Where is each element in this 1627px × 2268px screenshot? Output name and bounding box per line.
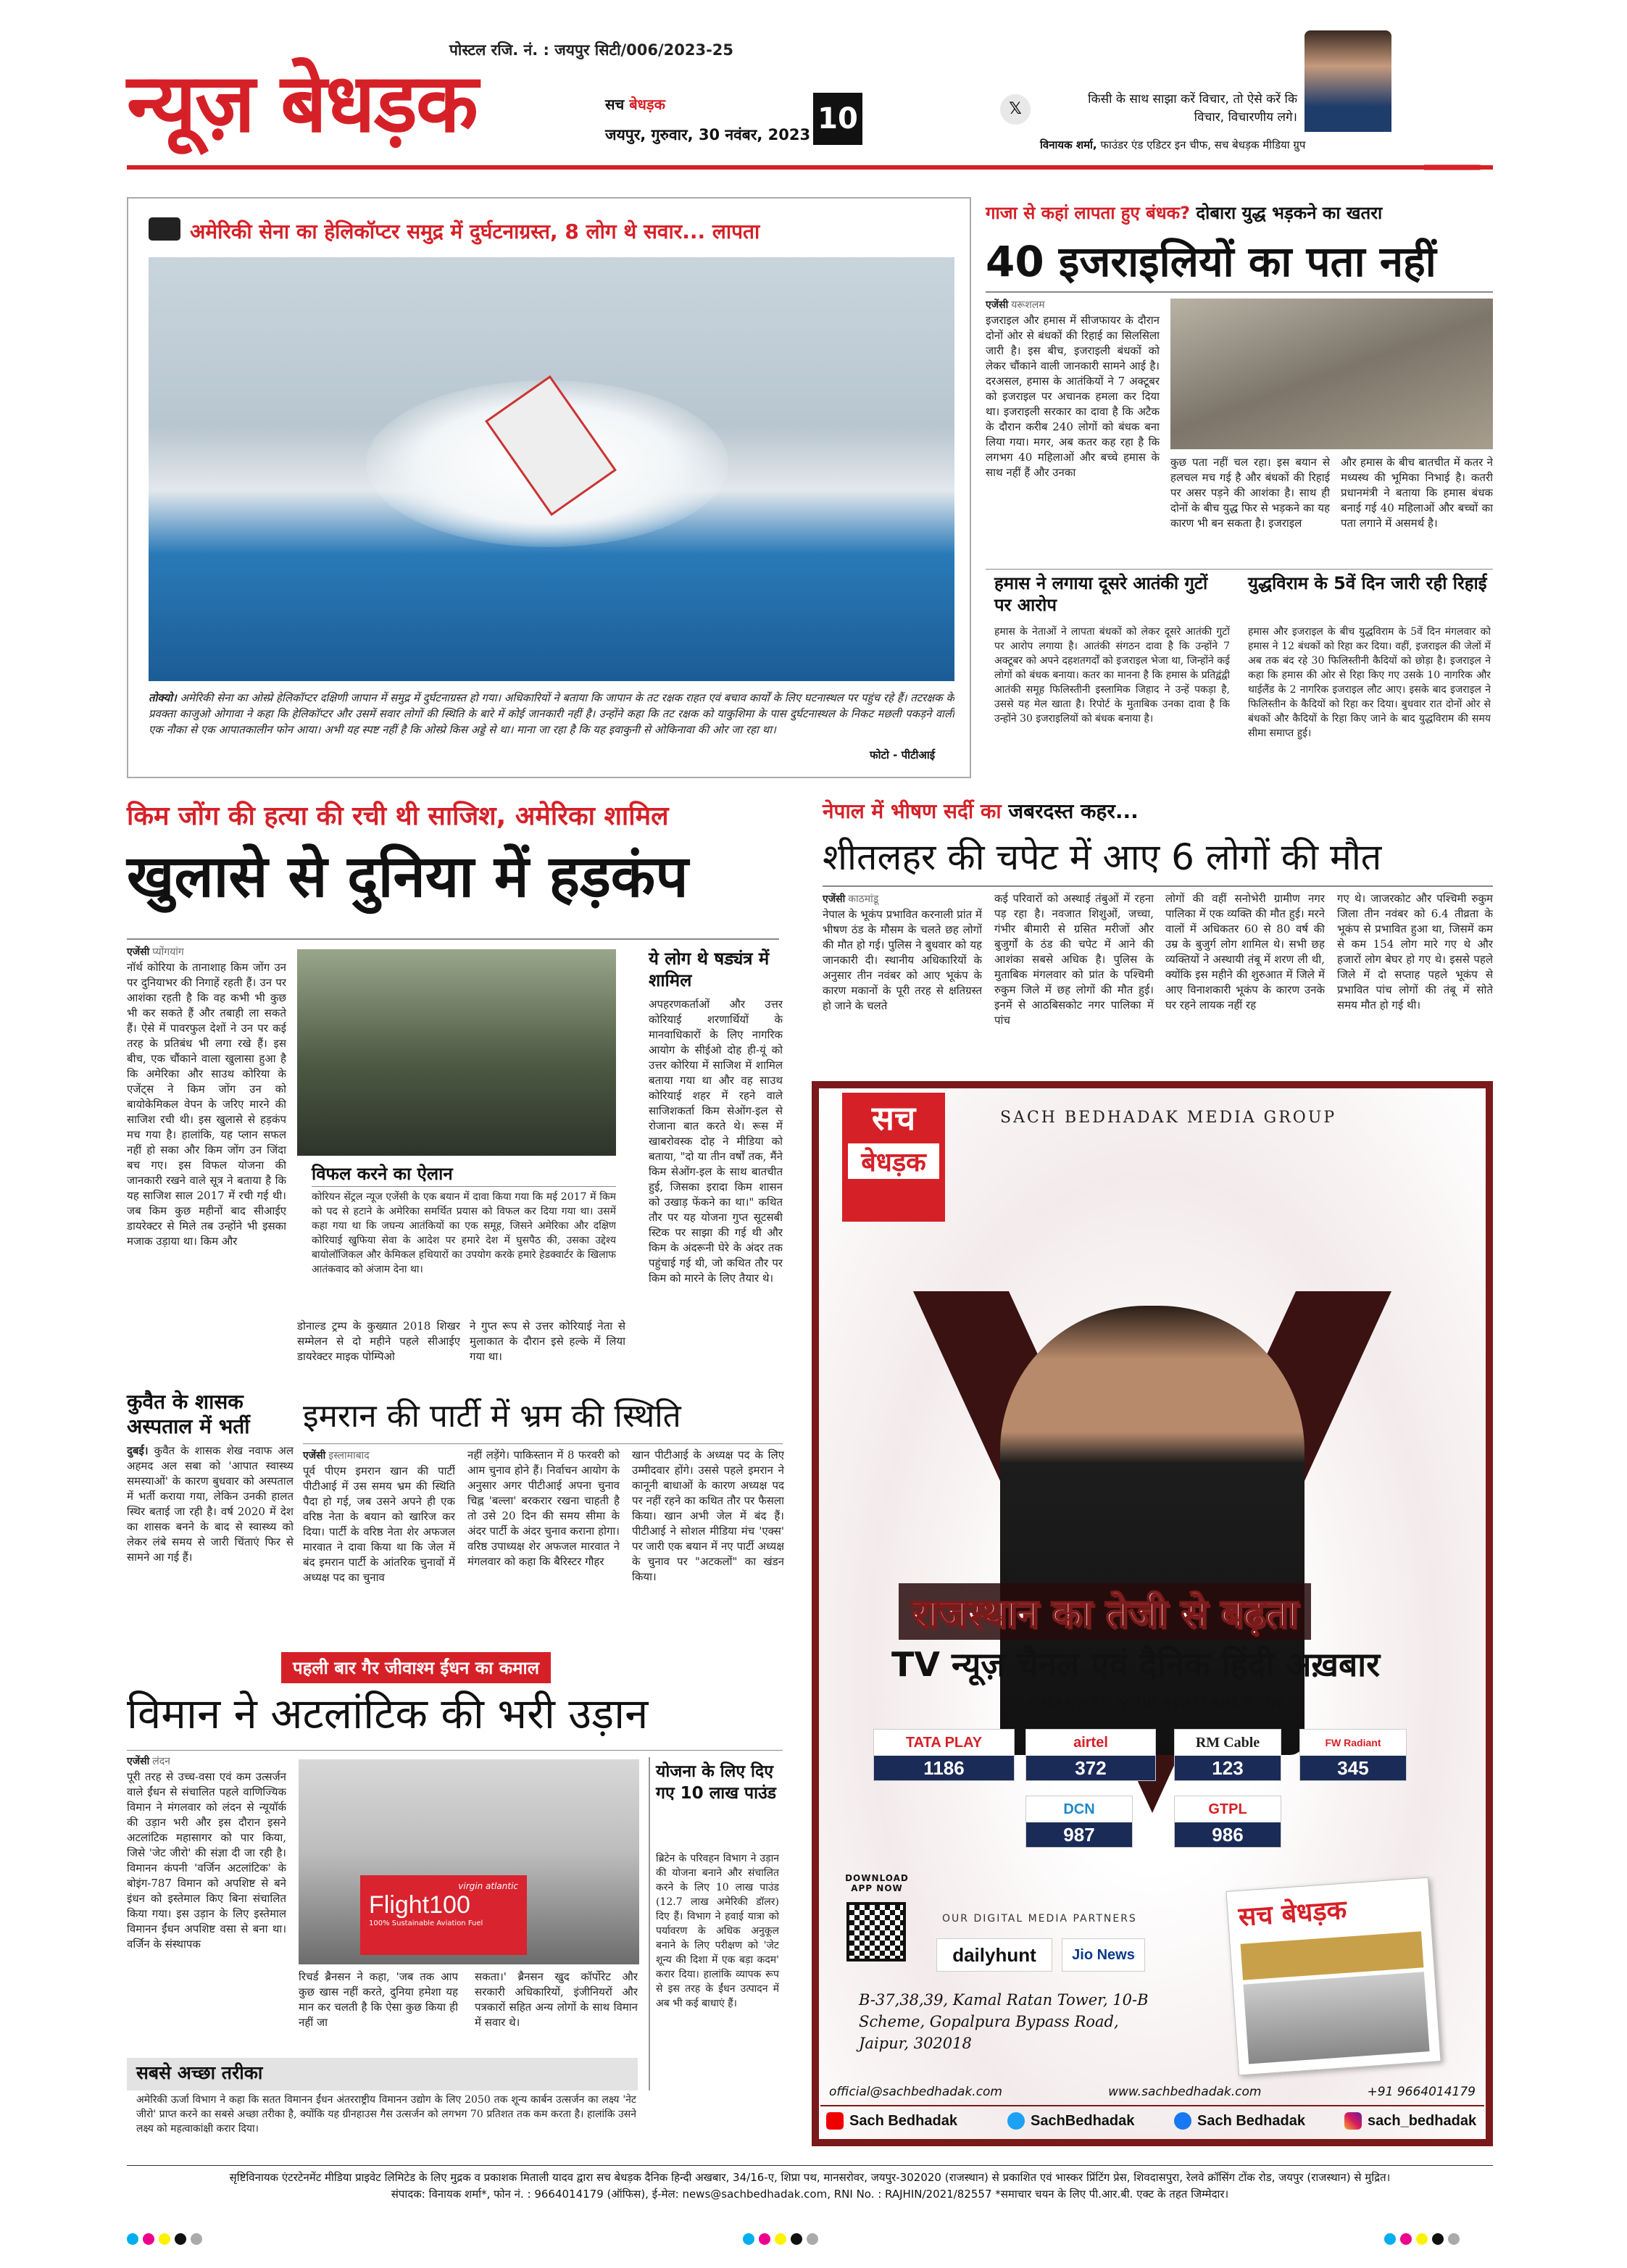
ad-address: B-37,38,39, Kamal Ratan Tower, 10-B Scheme, Gopalpura Bypass Road, Jaipur, 302018 <box>859 1991 1149 2052</box>
kuwait-body <box>127 1443 294 1646</box>
instagram-label: sach_bedhadak <box>1368 2112 1477 2129</box>
kim-kicker: किम जोंग की हत्या की रची थी साजिश, अमेरिका शामिल <box>127 801 669 831</box>
kim-side-body: अपहरणकर्ताओं और उत्तर कोरियाई शरणार्थियों के मानवाधिकारों के लिए नागरिक आयोग के सीईओ दोह ही-यूं को उत्तर कोरिया में साजिश में शामिल बताया गया था और वह साउथ कोरियाई शहर में रहने वाले साजिशकर्ता किम सेओंग-इल से रोजाना बात करते थे। रूस में खाबरोवस्क दोह ने मीडिया को बताया, "दो या तीन वर्षों तक, मैंने किम सेओंग-इल के साथ बातचीत हुई, जिसका इरादा किम शासन को उखाड़ फेंकने का था।" कथित तौर पर यह योजना गुप्त सूटसबी स्टिक पर साझा की गई थी और किम के अंदरूनी घेरे के अंदर तक पहुंचाई गई थी, जो कथित तौर पर किम को मारने के लिए तैयार थे। <box>649 998 783 1285</box>
twitter-link[interactable] <box>1007 2112 1134 2130</box>
best-head: सबसे अच्छा तरीका <box>136 2062 263 2083</box>
flight-agency: एजेंसी <box>127 1756 150 1767</box>
heli-caption <box>149 690 954 762</box>
kim-agency: एजेंसी <box>127 946 150 958</box>
gaza-byline <box>986 297 1049 312</box>
instagram-icon <box>1344 2112 1362 2130</box>
footer-line1: सृष्टिविनायक एंटरटेनमेंट मीडिया प्राइवेट लिमिटेड के लिए मुद्रक व प्रकाशक मिताली यादव द्वारा सच बेधड़क दैनिक हिन्दी अखबार, 34/16-ए, शिप्रा पथ, मानसरोवर, जयपुर-302020 (राजस्थान) से प्रकाशित एवं भास्कर प्रिंटिंग प्रेस, शिवदासपुरा, रेलवे क्रॉसिंग टोंक रोड, जयपुर (राजस्थान) से मुद्रित। <box>229 2171 1391 2184</box>
nepal-headline: शीतलहर की चपेट में आए 6 लोगों की मौत <box>823 836 1382 878</box>
postal-line: पोस्टल रजि. नं. : जयपुर सिटी/006/2023-25 <box>449 41 734 59</box>
channel-rm <box>1174 1729 1281 1781</box>
nepal-kicker-black: जबरदस्त कहर... <box>1008 799 1139 823</box>
channel-gtpl-name: GTPL <box>1208 1801 1247 1817</box>
reg-marks-right <box>1384 2233 1464 2248</box>
sign-sub: 100% Sustainable Aviation Fuel <box>369 1919 483 1927</box>
editor-credit <box>1040 138 1305 152</box>
gaza-col1: इजराइल और हमास में सीजफायर के दौरान दोनों ओर से बंधकों की रिहाई का सिलसिला जारी है। इस बीच, इजराइली बंधकों को लेकर चौंकाने वाली जानकारी सामने आई है। दरअसल, हमास के आतंकियों ने 7 अक्टूबर को इजराइल पर अचानक हमला कर दिया था। इजराइली सरकार का दावा है कि अटैक के दौरान करीब 240 लोगों को बंधक बना लिया गया। मगर, अब कतर कह रहा है कि लगभग 40 महिलाओं और बच्चे हमास के साथ नहीं हैं और उनका <box>986 314 1160 479</box>
kim-fail-body: कोरियन सेंट्रल न्यूज एजेंसी के एक बयान में दावा किया गया कि मई 2017 में किम को पद से हटाने के अमेरिका समर्थित प्रयास को विफल कर दिया गया था। उसमें कहा गया था कि जघन्य आतंकियों का एक समूह, जिसने अमेरिका और दक्षिण कोरियाई खुफिया सेवा के आदेश पर हमारे देश में घुसपैठ की, उसका उद्देश्य बायोलॉजिकल और केमिकल हथियारों का उपयोग करके हमारे हेडक्वार्टर के खिलाफ आतंकवाद को अंजाम देना था। <box>312 1191 616 1275</box>
gaza-sub2-body: हमास और इजराइल के बीच युद्धविराम के 5वें दिन मंगलवार को हमास ने 12 बंधकों को रिहा कर दिया। वहीं, इजराइल की जेलों में अब तक बंद रहे 30 फिलिस्तीनी कैदियों को छोड़ा है। इजराइल ने कहा कि हमास की ओर से रिहा किए गए उसके 10 नागरिक और थाईलैंड के 2 नागरिक इजराइल लौट आए। इसके बाद इजराइल ने फिलिस्तीन के कैदियों को रिहा कर दिया। बुधवार रात दोनों ओर से बंधकों और कैदियों के रिहा किए जाने के बाद युद्धविराम की समय सीमा समाप्त हुई। <box>1248 626 1491 739</box>
nepal-col2: कई परिवारों को अस्थाई तंबुओं में रहना पड़ रहा है। नवजात शिशुओं, जच्चा, गंभीर बीमारी से ग्रसित मरीजों और बुजुर्गों के ठंड की चपेट में आने की आशंका सबसे अधिक है। पुलिस के मुताबिक मंगलवार को प्रांत के पश्चिमी रुकुम जिले में छह लोगों की मौत हुई। इनमें से आठबिसकोट नगर पालिका में पांच <box>994 892 1154 1027</box>
channel-tata <box>873 1729 1015 1781</box>
footer-line2: संपादक: विनायक शर्मा*, फोन नं. : 9664014179 (ऑफिस), ई-मेल: news@sachbedhadak.com, RNI No. : RAJHIN/2021/82557 *समाचार चयन के लिए पी.आर.बी. एक्ट के तहत जिम्मेदार। <box>391 2188 1229 2201</box>
reg-marks-left <box>127 2233 207 2248</box>
best-body: अमेरिकी ऊर्जा विभाग ने कहा कि सतत विमानन ईंधन अंतरराष्ट्रीय विमानन उद्योग के लिए 2050 तक शून्य कार्बन उत्सर्जन का लक्ष्य 'नेट जीरो' प्राप्त करने का सबसे अच्छा तरीका है, क्योंकि यह ग्रीनहाउस गैस उत्सर्जन को लगभग 70 प्रतिशत तक कम करता है। हालांकि उसने लक्ष्य को महत्वाकांक्षी करार दिया। <box>136 2094 636 2135</box>
kim-byline <box>127 944 188 959</box>
tag-sach: सच <box>605 96 625 113</box>
imran-headline: इमरान की पार्टी में भ्रम की स्थिति <box>303 1398 681 1435</box>
camera-icon <box>149 217 180 241</box>
ad-group: SACH BEDHADAK MEDIA GROUP <box>1000 1109 1337 1127</box>
ad-contact-bar <box>820 2080 1484 2104</box>
nepal-agency: एजेंसी <box>823 893 846 905</box>
kim-bottom2: ने गुप्त रूप से उत्तर कोरियाई नेता से मुलाकात के दौरान इसे हल्के में लिया गया था। <box>470 1319 625 1363</box>
partner-dailyhunt: dailyhunt <box>936 1938 1052 1972</box>
channel-radiant <box>1299 1729 1407 1781</box>
tag-bedhadak: बेधड़क <box>629 96 665 113</box>
channel-rm-name: RM Cable <box>1195 1734 1260 1751</box>
ad-email: official@sachbedhadak.com <box>829 2085 1002 2099</box>
gaza-rule2 <box>986 569 1493 570</box>
flight-byline <box>127 1754 175 1768</box>
ad-available: CHANNEL NOW AVAILABLE ON <box>1029 1696 1284 1711</box>
sign-brand: virgin atlantic <box>458 1881 518 1891</box>
kim-side-head: ये लोग थे षड्यंत्र में शामिल <box>649 949 770 991</box>
imran-agency: एजेंसी <box>303 1450 326 1462</box>
gaza-headline: 40 इजराइलियों का पता नहीं <box>986 237 1436 286</box>
kuwait-lead: दुबई। <box>127 1444 149 1457</box>
channel-dcn <box>1025 1796 1133 1848</box>
channel-radiant-num: 345 <box>1300 1756 1406 1780</box>
nepal-place: काठमांडू <box>848 893 879 905</box>
imran-col2: नहीं लड़ेंगे। पाकिस्तान में 8 फरवरी को आम चुनाव होने हैं। निर्वाचन आयोग के अनुसार अगर पीटीआई अपना चुनाव चिह्न 'बल्ला' बरकरार रखना चाहती है तो उसे 20 दिन की समय सीमा के अंदर पार्टी के अंदर चुनाव कराना होगा। वरिष्ठ उपाध्यक्ष शेर अफजल मारवात ने मंगलवार को कहा कि बैरिस्टर गौहर <box>467 1448 620 1568</box>
facebook-icon <box>1174 2112 1191 2130</box>
kim-headline: खुलासे से दुनिया में हड़कंप <box>127 843 688 910</box>
gaza-rule <box>986 291 1493 293</box>
paper-mockup <box>1226 1877 1441 2076</box>
flight-side-head: योजना के लिए दिए गए 10 लाख पाउंड <box>656 1762 776 1803</box>
gaza-sub1: हमास ने लगाया दूसरे आतंकी गुटों पर आरोप <box>994 573 1208 615</box>
ad-tagline: राजस्थान का तेजी से बढ़ता <box>899 1583 1311 1640</box>
ad-web: www.sachbedhadak.com <box>1108 2085 1262 2099</box>
gaza-sub1-body: हमास के नेताओं ने लापता बंधकों को लेकर दूसरे आतंकी गुटों पर आरोप लगाया है। आतंकी संगठन दावा है कि उन्होंने 7 अक्टूबर को अपने दहशतगर्दों को इजराइल भेजा था, जिन्होंने कई लोगों को बंधक बनाया। कतर का मानना है कि हमास के प्रतिद्वंद्वी आतंकी समूह फिलिस्तीनी इस्लामिक जिहाद ने उन्हें पकड़ा है, उससे यह मेल खाता है। रिपोर्ट के मुताबिक उनका दावा है कि उन्होंने 30 इजराइलियों को बंधक बनाया है। <box>994 626 1230 725</box>
channel-dcn-num: 987 <box>1026 1822 1132 1847</box>
gaza-agency: एजेंसी <box>986 299 1009 311</box>
facebook-label: Sach Bedhadak <box>1197 2112 1305 2129</box>
channel-gtpl-num: 986 <box>1175 1822 1281 1847</box>
twitter-label: SachBedhadak <box>1031 2112 1135 2129</box>
editor-name: विनायक शर्मा, <box>1040 138 1097 151</box>
kim-photo <box>297 949 616 1156</box>
pen-icon <box>1424 161 1493 174</box>
ad-person <box>1000 1306 1304 1755</box>
sign-flight: Flight100 <box>369 1891 470 1919</box>
flight-place: लंदन <box>152 1756 170 1767</box>
gaza-kicker-black: दोबारा युद्ध भड़कने का खतरा <box>1196 203 1383 223</box>
kim-bottom1: डोनाल्ड ट्रम्प के कुख्यात 2018 शिखर सम्मेलन से दो महीने पहले सीआईए डायरेक्टर माइक पोम्पिओ <box>297 1319 460 1363</box>
channel-gtpl <box>1174 1796 1281 1848</box>
ad-phone: +91 9664014179 <box>1367 2085 1476 2099</box>
nepal-col4: गए थे। जाजरकोट और पश्चिमी रुकुम जिला तीन नवंबर को 6.4 तीव्रता के भूकंप से प्रभावित हुआ था, जिसमें कम से कम 154 लोग मारे गए थे और हजारों लोग बेघर हो गए थे। इससे पहले जिले में दो सप्ताह पहले भूकंप से प्रभावित पांच लोगों की तंबू में सोते समय मौत हो गई थी। <box>1337 892 1493 1012</box>
editor-quote: किसी के साथ साझा करें विचार, तो ऐसे करें कि विचार, विचारणीय लगे। <box>1088 92 1297 125</box>
channel-airtel-name: airtel <box>1073 1734 1108 1751</box>
gaza-photo <box>1170 299 1493 449</box>
gaza-kicker <box>986 201 1382 225</box>
channel-tata-name: TATA PLAY <box>905 1734 983 1751</box>
ad-logo-sach: सच <box>871 1098 916 1138</box>
editor-photo <box>1304 30 1391 132</box>
imran-place: इस्लामाबाद <box>328 1450 370 1462</box>
gaza-col2: कुछ पता नहीं चल रहा। इस बयान से हलचल मच गई है और बंधकों की रिहाई पर असर पड़ने की आशंका है। साथ ही दोनों के बीच युद्ध फिर से भड़कने का यह कारण भी बन सकता है। इजराइल <box>1170 456 1330 530</box>
editor-role: फाउंडर एंड एडिटर इन चीफ, सच बेधड़क मीडिया ग्रुप <box>1100 138 1306 151</box>
youtube-icon <box>826 2112 844 2130</box>
ad-logo-bedhadak: बेधड़क <box>848 1143 939 1179</box>
ad-tagline2: TV न्यूज़ चैनल एवं दैनिक हिंदी अख़बार <box>891 1645 1381 1684</box>
heli-headline: अमेरिकी सेना का हेलिकॉप्टर समुद्र में दुर्घटनाग्रस्त, 8 लोग थे सवार... लापता <box>190 220 760 243</box>
virgin-sign <box>360 1875 527 1955</box>
youtube-label: Sach Bedhadak <box>849 2112 957 2129</box>
heli-photo <box>149 257 954 681</box>
nepal-byline <box>823 891 883 906</box>
masthead: न्यूज़ बेधड़क <box>127 57 477 151</box>
nepal-col1: नेपाल के भूकंप प्रभावित करनाली प्रांत में भीषण ठंड के मौसम के चलते छह लोगों की मौत हो गई। पुलिस ने बुधवार को यह जानकारी दी। स्थानीय अधिकारियों के अनुसार तीन नवंबर को आए भूकंप के कारण मकानों के पूरी तरह से क्षतिग्रस्त हो जाने के चलते <box>823 908 982 1012</box>
nepal-kicker <box>823 797 1139 825</box>
footer-rule <box>127 2165 1493 2166</box>
kim-fail-rule <box>312 1186 616 1187</box>
nepal-rule <box>823 885 1493 887</box>
page-number: 10 <box>813 93 862 145</box>
x-icon: 𝕏 <box>1000 94 1031 125</box>
dateline: जयपुर, गुरुवार, 30 नवंबर, 2023 <box>605 126 811 143</box>
kim-rule <box>127 938 779 940</box>
reg-marks-center <box>743 2233 823 2248</box>
flight-col1: पूरी तरह से उच्च-वसा एवं कम उत्सर्जन वाले ईंधन से संचालित पहले वाणिज्यिक विमान ने मंगलवार को लंदन से न्यूयॉर्क की उड़ान भरी और इस दौरान इसने अटलांटिक महासागर को पार किया, जिसे 'जेट जीरो' की संज्ञा दी जा रही है। विमानन कंपनी 'वर्जिन अटलांटिक' के बोइंग-787 विमान को अपशिष्ट से बने इंधन को इस्तेमाल किए बिना संचालित किया गया। इस उड़ान के लिए इस्तेमाल विमानन ईंधन अपशिष्ट वसा से बना था। वर्जिन के संस्थापक <box>127 1770 286 1951</box>
partner-jionews: Jio News <box>1062 1938 1145 1972</box>
header-rule <box>127 165 1493 170</box>
kuwait-headline: कुवैत के शासक अस्पताल में भर्ती <box>127 1390 250 1438</box>
channel-radiant-name: FW Radiant <box>1325 1737 1381 1748</box>
kim-col1: नॉर्थ कोरिया के तानाशाह किम जोंग उन पर दुनियाभर की निगाहें रहती हैं। उन पर आशंका रहती है कि वह कभी भी कुछ भी कर सकते हैं और तबाही ला सकते हैं। ऐसे में पावरफुल देशों ने उन पर कई तरह के प्रतिबंध भी लगा रखे हैं। इस बीच, एक चौंकाने वाला खुलासा हुआ है कि अमेरिका और साउथ कोरिया के एजेंट्स ने किम जोंग उन को बायोकेमिकल वेपन के जरिए मारने की साजिश रची थी। इस खुलासे से हड़कंप मच गया है। हालांकि, यह प्लान सफल नहीं हो सका और किम जोंग उन जिंदा बच गए। इस विफल योजना की जानकारी रखने वाले सूत्र ने बताया है कि यह साजिश साल 2017 में रची गई थी। जब किम कुछ महीनों बाद सीआईए डायरेक्टर से मिले तब उन्होंने भी इसका मजाक उड़ाया था। किम और <box>127 961 286 1248</box>
tagline-sach <box>605 94 665 114</box>
flight-rule <box>127 1750 783 1751</box>
flight-headline: विमान ने अटलांटिक की भरी उड़ान <box>127 1689 649 1738</box>
ad-download: DOWNLOAD APP NOW <box>845 1873 909 1893</box>
channel-dcn-name: DCN <box>1063 1801 1095 1817</box>
facebook-link[interactable] <box>1174 2112 1305 2130</box>
twitter-icon <box>1007 2112 1025 2130</box>
paper-logo: सच बेधड़क <box>1237 1895 1348 1933</box>
channel-rm-num: 123 <box>1175 1756 1281 1780</box>
channel-airtel <box>1025 1729 1156 1781</box>
channel-tata-num: 1186 <box>874 1756 1014 1780</box>
flight-side-body: ब्रिटेन के परिवहन विभाग ने उड़ान की योजना बनाने और संचालित करने के लिए 10 लाख पाउंड (12.7 लाख अमेरिकी डॉलर) दिए हैं। विभाग ने हवाई यात्रा को पर्यावरण के अधिक अनुकूल बनाने के लिए परीक्षण को 'जेट शून्य की दिशा में एक बड़ा कदम' करार दिया। हालांकि व्यापक रूप से इस तरह के ईंधन उत्पादन में अब भी कई बाधाएं हैं। <box>656 1853 779 2009</box>
flight-col3: सकता।' ब्रैनसन खुद कॉर्पोरेट और सरकारी अधिकारियों, इंजीनियरों और पत्रकारों सहित अन्य लोगों के साथ विमान में सवार थे। <box>475 1970 638 2029</box>
channel-airtel-num: 372 <box>1026 1756 1155 1780</box>
kim-sub-fail: विफल करने का ऐलान <box>312 1164 453 1184</box>
heli-credit: फोटो - पीटीआई <box>870 749 936 762</box>
flight-col2: रिचर्ड ब्रैनसन ने कहा, 'जब तक आप कुछ खास नहीं करते, दुनिया हमेशा यह मान कर चलती है कि ऐसा कुछ किया ही नहीं जा <box>299 1970 458 2029</box>
kim-place: प्योंगयांग <box>152 946 184 958</box>
gaza-place: यरूशलम <box>1011 299 1045 311</box>
imran-rule <box>303 1443 783 1444</box>
instagram-link[interactable] <box>1344 2112 1476 2130</box>
flight-kicker: पहली बार गैर जीवाश्म ईंधन का कमाल <box>281 1652 551 1683</box>
ad-logo <box>842 1093 945 1222</box>
nepal-kicker-red: नेपाल में भीषण सर्दी का <box>823 799 1002 823</box>
flight-photo <box>299 1759 639 1964</box>
imran-col1: पूर्व पीएम इमरान खान की पार्टी पीटीआई में उस समय भ्रम की स्थिति पैदा हो गई, जब उसने अपने ही एक वरिष्ठ नेता के बयान को खारिज कर दिया। पार्टी के वरिष्ठ नेता शेर अफजल मारवात ने दावा किया था कि जेल में बंद इमरान पार्टी के आंतरिक चुनावों में अध्यक्ष पद का चुनाव <box>303 1464 455 1584</box>
imran-col3: खान पीटीआई के अध्यक्ष पद के लिए उम्मीदवार होंगे। उससे पहले इमरान ने कानूनी बाधाओं के कारण अध्यक्ष पद पर नहीं रहने का कथित तौर पर फैसला किया। खान अभी जेल में बंद हैं। पीटीआई ने सोशल मीडिया मंच 'एक्स' पर जारी एक बयान में नए पार्टी अध्यक्ष के चुनाव पर "अटकलों" का खंडन किया। <box>632 1448 784 1583</box>
ad-partners: OUR DIGITAL MEDIA PARTNERS <box>942 1913 1137 1925</box>
gaza-kicker-red: गाजा से कहां लापता हुए बंधक? <box>986 203 1190 223</box>
imran-byline <box>303 1448 374 1462</box>
heli-caption-lead: तोक्यो। <box>149 691 177 704</box>
qr-code-icon <box>846 1902 906 1961</box>
gaza-sub2: युद्धविराम के 5वें दिन जारी रही रिहाई <box>1248 573 1487 593</box>
nepal-col3: लोगों की वहीं सनोभेरी ग्रामीण नगर पालिका में एक व्यक्ति की मौत हुई। मरने वालों में अधिकतर 60 से 80 वर्ष की उम्र के बुजुर्ग लोग शामिल थे। सभी छह व्यक्तियों ने अस्थायी तंबू में शरण ली थी, क्योंकि इस महीने की शुरुआत में जिले में आए विनाशकारी भूकंप के कारण उनके घर रहने लायक नहीं रह <box>1165 892 1325 1012</box>
gaza-col3: और हमास के बीच बातचीत में कतर ने मध्यस्थ की भूमिका निभाई है। कतरी प्रधानमंत्री ने बताया कि हमास बंधक बनाई गई 40 महिलाओं और बच्चों का पता लगाने में असमर्थ है। <box>1341 456 1493 530</box>
youtube-link[interactable] <box>826 2112 957 2130</box>
kuwait-text: कुवैत के शासक शेख नवाफ अल अहमद अल सबा को 'आपात स्वास्थ्य समस्याओं' के कारण बुधवार को अस्पताल में भर्ती कराया गया, लेकिन उनकी हालत स्थिर बताई जा रही है। वर्ष 2020 में देश का शासक बनने के बाद से स्वास्थ्य को लेकर लंबे समय से जारी चिंताएं फिर से सामने आ गई हैं। <box>127 1444 294 1564</box>
heli-caption-text: अमेरिकी सेना का ओस्प्रे हेलिकॉप्टर दक्षिणी जापान में समुद्र में दुर्घटनाग्रस्त हो गया। अधिकारियों ने बताया कि जापान के तट रक्षक राहत एवं बचाव कार्यों के लिए घटनास्थल पर पहुंच रहे हैं। तटरक्षक के प्रवक्ता काजुओ ओगावा ने कहा कि हेलिकॉप्टर और उसमें सवार लोगों की स्थिति के बारे में कोई जानकारी नहीं है। उन्होंने कहा कि तट रक्षक को याकुशिमा के पास दुर्घटनास्थल के निकट मछली पकड़ने वाली एक नौका से एक आपातकालीन फोन आया। अभी यह स्पष्ट नहीं है कि ओस्प्रे किस अड्डे से था। माना जा रहा है कि यह इवाकुनी से ओकिनावा की ओर जा रहा था। <box>149 691 954 736</box>
